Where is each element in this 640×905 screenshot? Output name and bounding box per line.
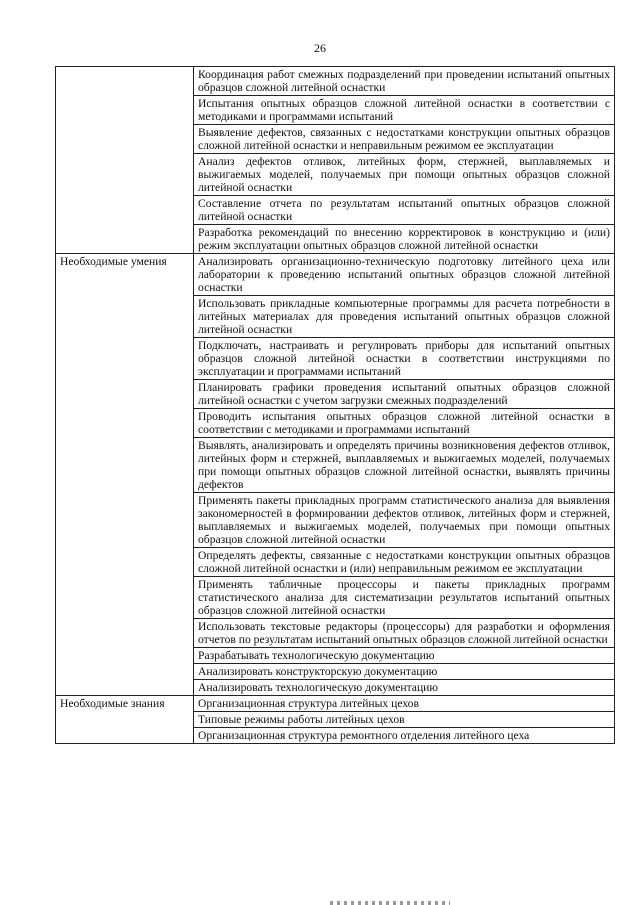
table-cell: Планировать графики проведения испытаний опытных образцов сложной литейной оснастки с учетом загрузки смежных подразделений [194, 380, 615, 409]
table-cell: Координация работ смежных подразделений при проведении испытаний опытных образцов сложной литейной оснастки [194, 67, 615, 96]
table-cell: Разрабатывать технологическую документацию [194, 648, 615, 664]
table-cell: Анализировать организационно-техническую подготовку литейного цеха или лаборатории к проведению испытаний опытных образцов сложной литейной оснастки [194, 254, 615, 296]
table-cell: Типовые режимы работы литейных цехов [194, 712, 615, 728]
empty-label-cell [56, 67, 194, 254]
page-number: 26 [314, 41, 326, 55]
table-cell: Определять дефекты, связанные с недостатками конструкции опытных образцов сложной литейной оснастки и (или) неправильным режимом ее эксплуатации [194, 548, 615, 577]
skills-label: Необходимые умения [56, 254, 194, 696]
table-cell: Применять пакеты прикладных программ статистического анализа для выявления закономерностей в формировании дефектов отливок, литейных форм и стержней, выплавляемых и выжигаемых моделей, получаемых при помощи опытных образцов сложной литейной оснастки [194, 493, 615, 548]
table-cell: Выявлять, анализировать и определять причины возникновения дефектов отливок, литейных форм и стержней, выплавляемых и выжигаемых моделей, получаемых при помощи опытных образцов сложной литейной оснастки, выявлять причины дефектов [194, 438, 615, 493]
table-cell: Анализ дефектов отливок, литейных форм, стержней, выплавляемых и выжигаемых моделей, получаемых при помощи опытных образцов сложной литейной оснастки [194, 154, 615, 196]
table-cell: Организационная структура ремонтного отделения литейного цеха [194, 728, 615, 744]
table-cell: Использовать прикладные компьютерные программы для расчета потребности в литейных материалах для проведения испытаний опытных образцов сложной литейной оснастки [194, 296, 615, 338]
table-row [56, 67, 615, 96]
knowledge-label: Необходимые знания [56, 696, 194, 744]
table-cell: Подключать, настраивать и регулировать приборы для испытаний опытных образцов сложной литейной оснастки в соответствии инструкциями по эксплуатации и программами испытаний [194, 338, 615, 380]
scan-edge-marks [330, 901, 450, 905]
table-row [56, 254, 615, 296]
table-cell: Применять табличные процессоры и пакеты прикладных программ статистического анализа для систематизации результатов испытаний опытных образцов сложной литейной оснастки [194, 577, 615, 619]
table-cell: Разработка рекомендаций по внесению корректировок в конструкцию и (или) режим эксплуатации опытных образцов сложной литейной оснастки [194, 225, 615, 254]
table-row [56, 696, 615, 712]
table-cell: Проводить испытания опытных образцов сложной литейной оснастки в соответствии с методиками и программами испытаний [194, 409, 615, 438]
table-cell: Составление отчета по результатам испытаний опытных образцов сложной литейной оснастки [194, 196, 615, 225]
competency-table [55, 66, 615, 744]
table-cell: Организационная структура литейных цехов [194, 696, 615, 712]
table-cell: Использовать текстовые редакторы (процессоры) для разработки и оформления отчетов по результатам испытаний опытных образцов сложной литейной оснастки [194, 619, 615, 648]
table-cell: Выявление дефектов, связанных с недостатками конструкции опытных образцов сложной литейной оснастки и неправильным режимом ее эксплуатации [194, 125, 615, 154]
table-cell: Анализировать технологическую документацию [194, 680, 615, 696]
table-cell: Испытания опытных образцов сложной литейной оснастки в соответствии с методиками и программами испытаний [194, 96, 615, 125]
table-cell: Анализировать конструкторскую документацию [194, 664, 615, 680]
